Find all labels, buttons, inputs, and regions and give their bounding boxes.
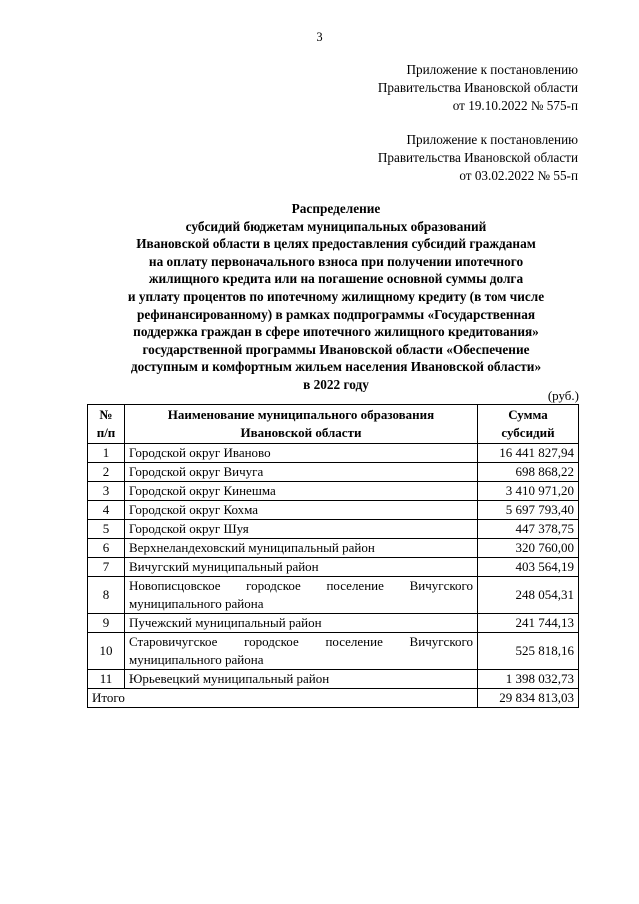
table-header-row	[88, 405, 579, 444]
row-number: 7	[88, 558, 125, 577]
row-sum: 5 697 793,40	[478, 501, 579, 520]
title-line: жилищного кредита или на погашение основной суммы долга	[148, 271, 524, 287]
row-municipality: Городской округ Вичуга	[125, 463, 478, 482]
table-row	[88, 577, 579, 614]
row-municipality: Городской округ Кинешма	[125, 482, 478, 501]
row-number: 10	[88, 633, 125, 670]
document-title	[80, 200, 592, 394]
title-line: и уплату процентов по ипотечному жилищному кредиту (в том числе	[127, 288, 545, 304]
header-text: Наименование муниципального образования	[167, 407, 435, 422]
title-line: государственной программы Ивановской области «Обеспечение	[142, 341, 530, 357]
row-municipality: Верхнеландеховский муниципальный район	[125, 539, 478, 558]
row-municipality: Пучежский муниципальный район	[125, 614, 478, 633]
row-number: 4	[88, 501, 125, 520]
title-line: в 2022 году	[303, 376, 369, 392]
header-sum	[478, 405, 579, 444]
header-text: п/п	[96, 425, 116, 440]
appendix-line: от 19.10.2022 № 575-п	[452, 98, 578, 113]
title-line: доступным и комфортным жильем населения Ивановской области»	[130, 359, 542, 375]
currency-unit: (руб.)	[547, 388, 579, 403]
row-number: 9	[88, 614, 125, 633]
title-line: субсидий бюджетам муниципальных образований	[185, 218, 487, 234]
row-sum: 698 868,22	[478, 463, 579, 482]
table-row	[88, 670, 579, 689]
row-number: 5	[88, 520, 125, 539]
row-sum: 241 744,13	[478, 614, 579, 633]
table-row	[88, 558, 579, 577]
header-text: Ивановской области	[240, 425, 362, 440]
row-municipality: Юрьевецкий муниципальный район	[125, 670, 478, 689]
row-sum: 525 818,16	[478, 633, 579, 670]
row-municipality: Новописцовское городское поселение Вичугского муниципального района	[125, 577, 478, 614]
row-municipality: Вичугский муниципальный район	[125, 558, 478, 577]
row-municipality: Старовичугское городское поселение Вичугского муниципального района	[125, 633, 478, 670]
row-number: 6	[88, 539, 125, 558]
title-line: рефинансированному) в рамках подпрограммы «Государственная	[136, 306, 536, 322]
table-row	[88, 482, 579, 501]
appendix-line: Приложение к постановлению	[406, 62, 578, 77]
appendix-line: от 03.02.2022 № 55-п	[459, 168, 578, 183]
row-number: 11	[88, 670, 125, 689]
table-total-row	[88, 689, 579, 708]
appendix-line: Приложение к постановлению	[406, 132, 578, 147]
table-row	[88, 501, 579, 520]
page-number: 3	[316, 30, 323, 44]
appendix-line: Правительства Ивановской области	[377, 150, 578, 165]
header-text: субсидий	[501, 425, 555, 440]
table-row	[88, 520, 579, 539]
row-number: 2	[88, 463, 125, 482]
subsidies-table	[87, 404, 579, 708]
row-number: 8	[88, 577, 125, 614]
table-row	[88, 539, 579, 558]
row-municipality: Городской округ Иваново	[125, 444, 478, 463]
table-row	[88, 463, 579, 482]
header-municipality	[125, 405, 478, 444]
row-number: 1	[88, 444, 125, 463]
row-sum: 320 760,00	[478, 539, 579, 558]
row-sum: 403 564,19	[478, 558, 579, 577]
table-row	[88, 614, 579, 633]
row-sum: 16 441 827,94	[478, 444, 579, 463]
title-line: Распределение	[291, 201, 381, 216]
appendix-line: Правительства Ивановской области	[377, 80, 578, 95]
header-text: Сумма	[508, 407, 548, 422]
total-label: Итого	[88, 689, 478, 708]
title-line: поддержка граждан в сфере ипотечного жилищного кредитования»	[133, 324, 539, 340]
row-sum: 248 054,31	[478, 577, 579, 614]
title-line: Ивановской области в целях предоставления субсидий гражданам	[136, 236, 536, 252]
row-sum: 1 398 032,73	[478, 670, 579, 689]
total-sum: 29 834 813,03	[478, 689, 579, 708]
header-text: №	[99, 407, 113, 422]
header-number	[88, 405, 125, 444]
title-line: на оплату первоначального взноса при получении ипотечного	[148, 253, 524, 269]
row-number: 3	[88, 482, 125, 501]
row-municipality: Городской округ Шуя	[125, 520, 478, 539]
row-municipality: Городской округ Кохма	[125, 501, 478, 520]
table-row	[88, 444, 579, 463]
appendix-original-decree	[378, 131, 578, 185]
row-sum: 447 378,75	[478, 520, 579, 539]
appendix-current-decree	[378, 61, 578, 115]
row-sum: 3 410 971,20	[478, 482, 579, 501]
table-row	[88, 633, 579, 670]
